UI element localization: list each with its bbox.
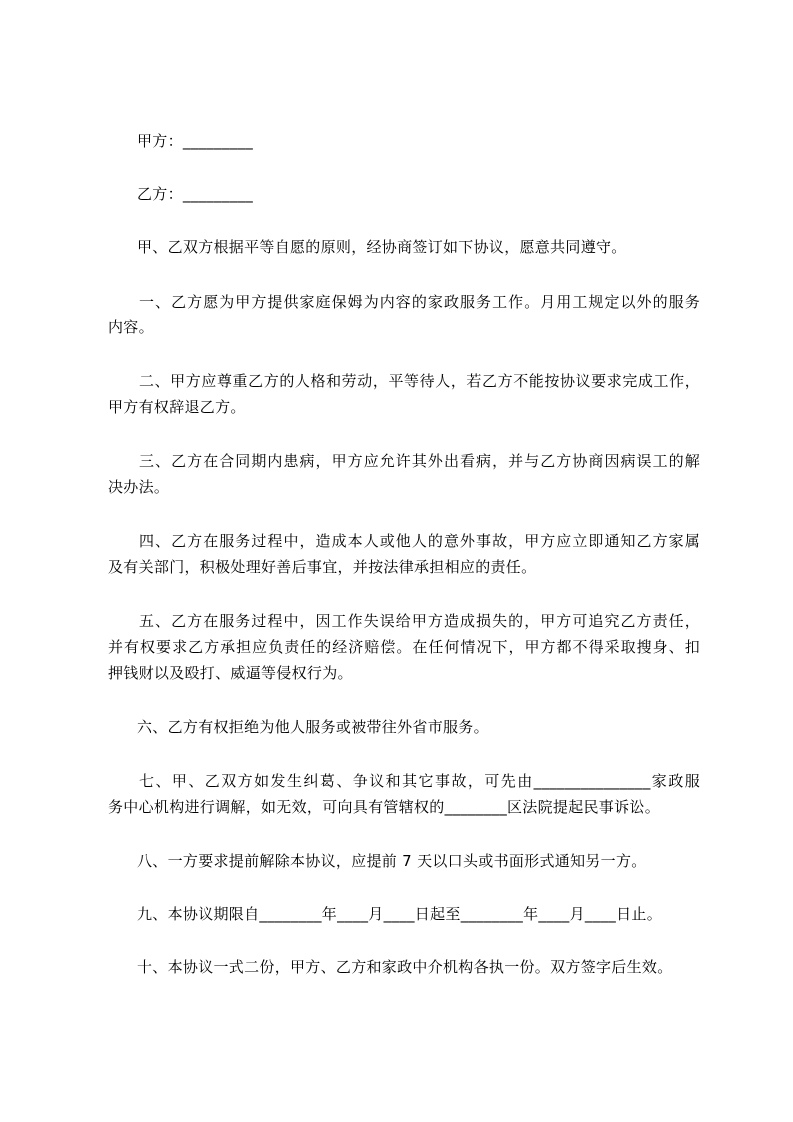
clause-2-line-1: 二、甲方应尊重乙方的人格和劳动，平等待人，若乙方不能按协议要求完成工作，	[139, 372, 700, 390]
clause-7-line-2: 务中心机构进行调解，如无效，可向具有管辖权的________区法院提起民事诉讼。	[108, 798, 661, 816]
clause-4-line-2: 及有关部门，积极处理好善后事宜，并按法律承担相应的责任。	[108, 558, 537, 576]
party-b-line: 乙方：_________	[137, 185, 254, 203]
party-a-line: 甲方：_________	[137, 132, 254, 150]
clause-8-line-1: 八、一方要求提前解除本协议，应提前 7 天以口头或书面形式通知另一方。	[137, 852, 647, 870]
clause-3-line-2: 决办法。	[108, 478, 170, 496]
clause-6-line-1: 六、乙方有权拒绝为他人服务或被带往外省市服务。	[137, 718, 489, 736]
clause-1-line-2: 内容。	[108, 318, 154, 336]
clause-5-line-1: 五、乙方在服务过程中，因工作失误给甲方造成损失的，甲方可追究乙方责任，	[139, 612, 700, 630]
clause-1-line-1: 一、乙方愿为甲方提供家庭保姆为内容的家政服务工作。月用工规定以外的服务	[139, 293, 700, 311]
clause-7-line-1: 七、甲、乙双方如发生纠葛、争议和其它事故，可先由_______________家政服	[139, 772, 700, 790]
clause-9-line-1: 九、本协议期限自________年____月____日起至________年____月____日止。	[137, 905, 663, 923]
clause-10-line-1: 十、本协议一式二份，甲方、乙方和家政中介机构各执一份。双方签字后生效。	[137, 958, 673, 976]
clause-5-line-2: 并有权要求乙方承担应负责任的经济赔偿。在任何情况下，甲方都不得采取搜身、扣	[108, 638, 700, 656]
intro-paragraph: 甲、乙双方根据平等自愿的原则，经协商签订如下协议，愿意共同遵守。	[137, 238, 627, 256]
clause-4-line-1: 四、乙方在服务过程中，造成本人或他人的意外事故，甲方应立即通知乙方家属	[139, 532, 700, 550]
clause-5-line-3: 押钱财以及殴打、威逼等侵权行为。	[108, 664, 353, 682]
clause-2-line-2: 甲方有权辞退乙方。	[108, 398, 246, 416]
clause-3-line-1: 三、乙方在合同期内患病，甲方应允许其外出看病，并与乙方协商因病误工的解	[139, 452, 700, 470]
